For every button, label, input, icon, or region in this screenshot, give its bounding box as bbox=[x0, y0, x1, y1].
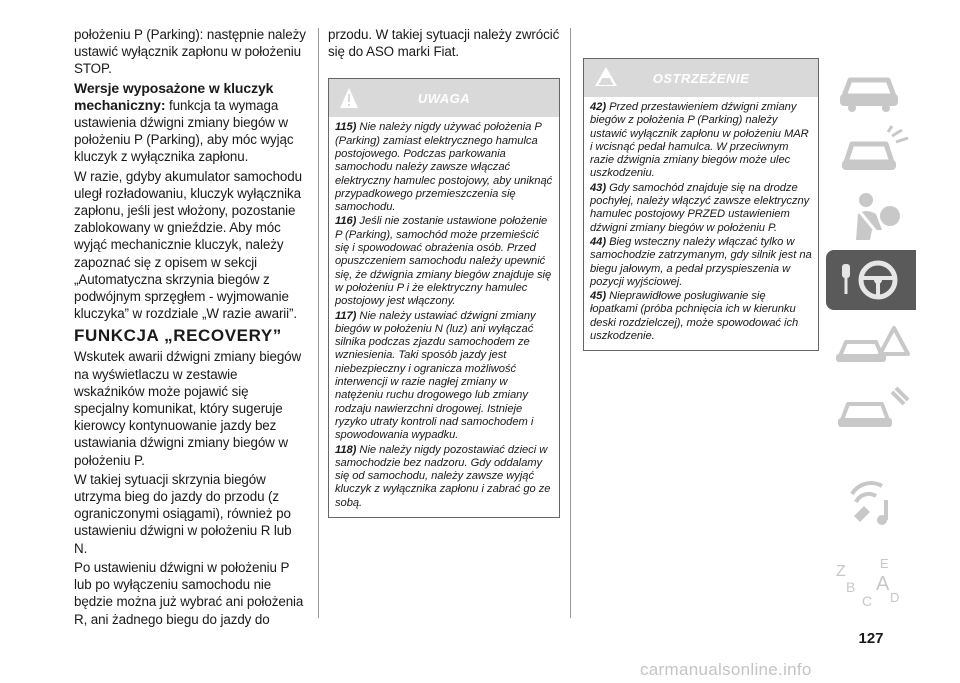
multimedia-icon bbox=[826, 474, 916, 534]
alphabetical-index-icon bbox=[826, 554, 916, 614]
svg-text:E: E bbox=[880, 556, 889, 571]
watermark: carmanualsonline.info bbox=[640, 660, 812, 679]
warning-item bbox=[590, 101, 812, 181]
car-service-icon bbox=[826, 378, 916, 438]
item-number: 45) bbox=[590, 290, 607, 303]
item-text: Nieprawidłowe posługiwanie się łopatkami (próba pchnięcia ich w kierunku deski rozdzielczej), może spowodować ich uszkodzenie. bbox=[590, 290, 799, 343]
svg-text:D: D bbox=[890, 590, 900, 605]
item-number: 42) bbox=[590, 101, 607, 113]
warning-box-header bbox=[584, 59, 818, 97]
svg-text:A: A bbox=[876, 573, 890, 595]
item-number: 116) bbox=[335, 215, 357, 228]
caution-box-header bbox=[329, 79, 559, 117]
svg-text:B: B bbox=[846, 579, 856, 595]
paragraph: W razie, gdyby akumulator samochodu uległ rozładowaniu, kluczyk wyłącznika zapłonu, jeśli jest włożony, pozostanie zablokowany w gnieździe. Aby móc wyjąć mechanicznie kluczyk, należy zapoznać się z opisem w sekcji „Automatyczna skrzynia biegów z podwójnym sprzęgłem - wyjmowanie kluczyka” w rozdziale „W razie awarii”. bbox=[74, 168, 302, 322]
key-steering-wheel-icon bbox=[826, 250, 916, 310]
chapter-tab-multimedia[interactable] bbox=[826, 474, 916, 534]
warning-item bbox=[590, 236, 812, 289]
caution-item bbox=[335, 215, 553, 308]
chapter-tab-dashboard[interactable] bbox=[826, 58, 916, 118]
warning-box-body bbox=[584, 97, 818, 350]
caution-item bbox=[335, 444, 553, 510]
column-divider bbox=[570, 28, 571, 618]
chapter-tab-lights[interactable] bbox=[826, 122, 916, 182]
caution-item bbox=[335, 310, 553, 443]
item-number: 118) bbox=[335, 443, 357, 456]
paragraph bbox=[74, 80, 306, 166]
chapter-tab-safety[interactable] bbox=[826, 186, 916, 246]
item-text: Jeśli nie zostanie ustawione położenie P (Parking), samochód może przemieścić się i spowodować obrażenia osób. Przed opuszczeniem samochodu należy upewnić się, że dźwignia zmiany biegów znajduje się w położeniu P i że elektryczny hamulec postojowy jest włączony. bbox=[335, 215, 552, 308]
caution-item bbox=[335, 121, 553, 214]
paragraph: Wskutek awarii dźwigni zmiany biegów na wyświetlaczu w zestawie wskaźników może pojawić się specjalny komunikat, który sugeruje kierowcy kontynuowanie jazdy bez ustawiania dźwigni zmiany biegów w położeniu P. bbox=[74, 349, 302, 468]
warning-box-title: OSTRZEŻENIE bbox=[652, 71, 750, 86]
svg-text:Z: Z bbox=[836, 563, 846, 580]
item-number: 115) bbox=[335, 121, 357, 134]
main-text-column bbox=[74, 26, 306, 630]
item-number: 44) bbox=[590, 235, 607, 248]
car-dashboard-icon bbox=[826, 58, 916, 118]
warning-box bbox=[583, 58, 819, 351]
subheading-text: funkcja ta wymaga ustawienia dźwigni zmiany biegów w położeniu P (Parking), aby móc wyjąc kluczyk z wyłącznika zapłonu. bbox=[74, 97, 294, 165]
item-number: 117) bbox=[335, 309, 357, 322]
chapter-tab-starting-driving[interactable] bbox=[826, 250, 916, 310]
item-text: Gdy samochód znajduje się na drodze pochyłej, należy włączyć zawsze elektryczny hamulec postojowy PRZED ustawieniem dźwigni zmiany biegów w położeniu P. bbox=[590, 181, 810, 234]
column-divider bbox=[318, 28, 319, 618]
car-lights-icon bbox=[826, 122, 916, 182]
page-number: 127 bbox=[858, 630, 884, 647]
paragraph: W takiej sytuacji skrzynia biegów utrzyma bieg do jazdy do przodu (z ograniczonymi osiągami), również po ustawieniu dźwigni w położeniu R lub N. bbox=[74, 471, 292, 556]
svg-text:C: C bbox=[862, 593, 873, 609]
warning-item bbox=[590, 290, 812, 343]
item-text: Przed przestawieniem dźwigni zmiany biegów z położenia P (Parking) należy ustawić wyłącznik zapłonu w położeniu MAR i wcisnąć pedał hamulca. W przeciwnym razie dźwignia zmiany biegów może ulec uszkodzeniu. bbox=[590, 101, 809, 180]
warning-breakdown-icon bbox=[826, 314, 916, 374]
paragraph: przodu. W takiej sytuacji należy zwrócić się do ASO marki Fiat. bbox=[328, 27, 560, 60]
seatbelt-airbag-icon bbox=[826, 186, 916, 246]
paragraph: położeniu P (Parking): następnie należy ustawić wyłącznik zapłonu w położeniu STOP. bbox=[74, 27, 306, 77]
item-text: Nie należy ustawiać dźwigni zmiany biegów w położeniu N (luz) ani wyłączać silnika podczas zjazdu samochodem ze wzniesienia. Taki sposób jazdy jest niebezpieczny i ogranicza możliwość interwencji w razie nagłej zmiany w natężeniu ruchu drogowego lub zmiany rodzaju nawierzchni drogowej. Istnieje ryzyko utraty kontroli nad samochodem i spowodowania wypadku. bbox=[335, 309, 536, 442]
warning-item bbox=[590, 182, 812, 235]
chapter-tab-index[interactable] bbox=[826, 554, 916, 614]
warning-column bbox=[583, 58, 819, 351]
subheading-mechanical-key: Wersje wyposażone w kluczyk mechaniczny: bbox=[74, 79, 274, 113]
item-number: 43) bbox=[590, 181, 607, 194]
caution-box bbox=[328, 78, 560, 518]
caution-column bbox=[328, 26, 560, 518]
item-text: Nie należy nigdy używać położenia P (Parking) zamiast elektrycznego hamulca postojowego. Podczas parkowania samochodu należy zawsze włączać elektryczny hamulec postojowy, aby uniknąć przypadkowego przemieszczenia się samochodu. bbox=[335, 121, 553, 214]
item-text: Bieg wsteczny należy włączać tylko w samochodzie zatrzymanym, gdy silnik jest na biegu jałowym, a pedał przyspieszenia w pozycji wyjściowej. bbox=[590, 235, 812, 288]
chapter-tab-emergency[interactable] bbox=[826, 314, 916, 374]
caution-box-body bbox=[329, 117, 559, 517]
chapter-tab-maintenance[interactable] bbox=[826, 378, 916, 438]
item-text: Nie należy nigdy pozostawiać dzieci w samochodzie bez nadzoru. Gdy oddalamy się od samochodu, należy zawsze wyjąć kluczyk z wyłącznika zapłonu i zabrać go ze sobą. bbox=[335, 443, 551, 509]
caution-box-title: UWAGA bbox=[417, 91, 471, 107]
paragraph: Po ustawieniu dźwigni w położeniu P lub po wyłączeniu samochodu nie będzie można już wybrać ani położenia R, ani żadnego biegu do jazdy do bbox=[74, 559, 304, 627]
section-heading-recovery: FUNKCJA „RECOVERY” bbox=[74, 326, 282, 346]
